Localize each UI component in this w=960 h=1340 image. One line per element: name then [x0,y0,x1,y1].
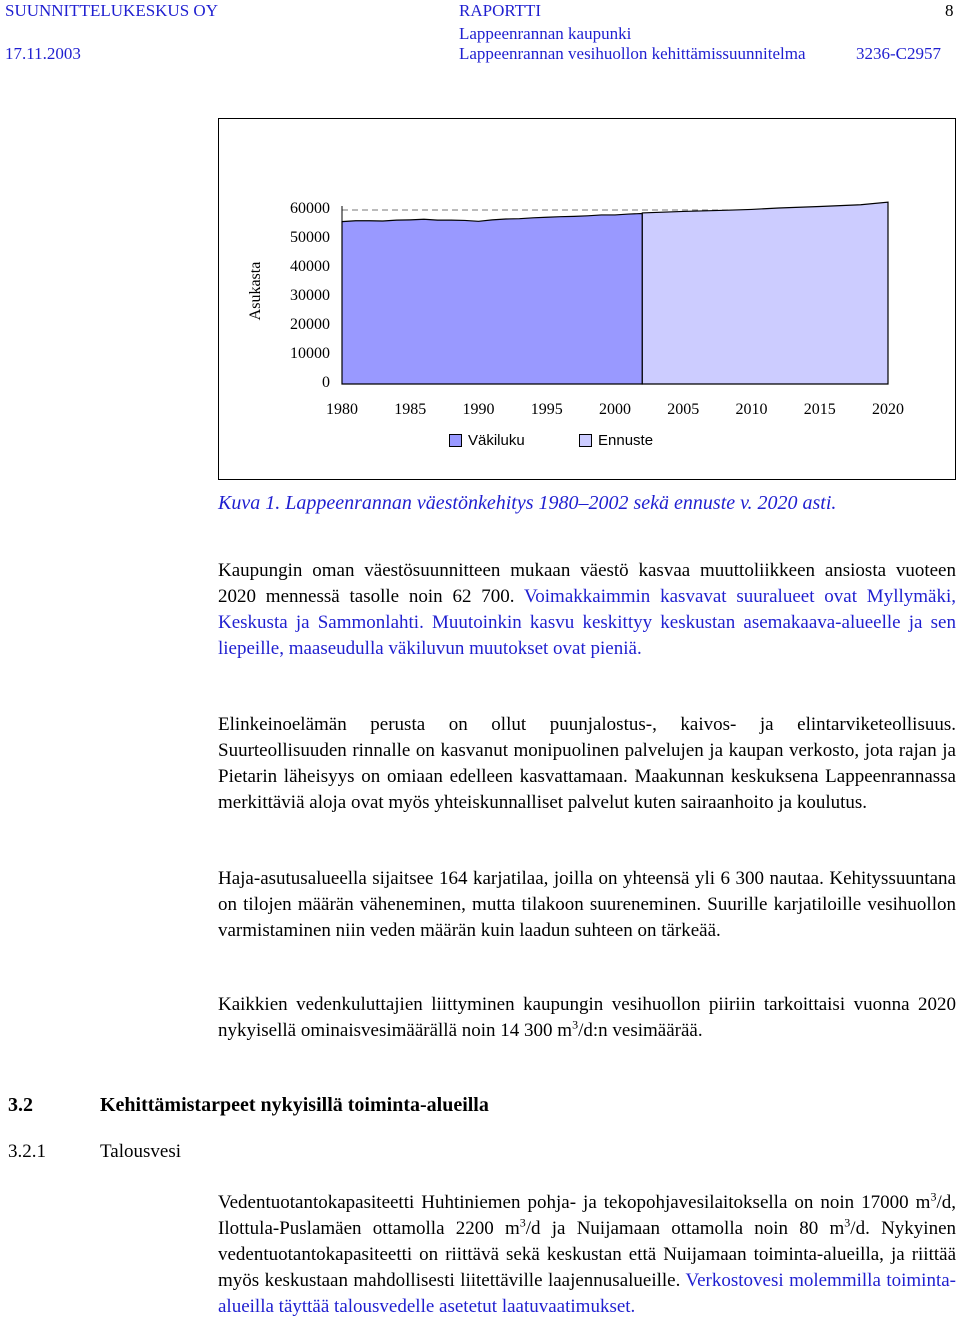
x-tick-label: 2000 [599,401,631,418]
x-tick-label: 1995 [530,401,563,418]
x-tick-label: 2015 [803,401,836,418]
superscript: 3 [930,1189,937,1204]
section-title: Kehittämistarpeet nykyisillä toiminta-alueilla [100,1094,489,1116]
y-tick-label: 50000 [290,229,330,246]
text-segment: Verkostovesi molemmilla toiminta-alueilla täyttää talousvedelle asetetut laatuvaatimukset. [218,1270,956,1317]
y-tick-label: 20000 [290,316,330,333]
figure-caption: Kuva 1. Lappeenrannan väestönkehitys 1980–2002 sekä ennuste v. 2020 asti. [218,492,837,514]
text-segment: /d. [850,1218,870,1239]
text-segment: Kaikkien vedenkuluttajien liittyminen kaupungin vesihuollon piiriin tarkoittaisi vuonna 2020 nykyisellä ominaisvesimäärällä noin 14 300 m [218,994,956,1041]
legend-item-vakiluku [449,432,525,449]
superscript: 3 [572,1017,579,1032]
paragraph-population [218,558,956,662]
area-series-0 [342,213,642,384]
area-series-1 [642,202,888,384]
text-segment: /d, Ilottula-Puslamäen ottamolla 2200 m [218,1192,956,1239]
text-segment: Voimakkaimmin kasvavat suuralueet ovat Myllymäki, Keskusta ja Sammonlahti. [218,586,956,633]
x-tick-label: 2010 [735,401,768,418]
x-tick-label: 1985 [394,401,427,418]
legend-swatch-vakiluku [449,434,462,447]
header-date: 17.11.2003 [5,44,81,63]
header-org: SUUNNITTELUKESKUS OY [5,1,218,20]
page-number: 8 [945,1,954,20]
subsection-number: 3.2.1 [8,1141,46,1162]
paragraph-consumption [218,992,956,1044]
header-project: Lappeenrannan vesihuollon kehittämissuunnitelma [459,44,806,63]
paragraph-farms: Haja-asutusalueella sijaitsee 164 karjatilaa, joilla on yhteensä yli 6 300 nautaa. Kehityssuuntana on tilojen määrän väheneminen, mutta tilakoon suureneminen. Suurille karjatiloille vesihuollon varmistaminen niin veden määrän kuin laadun suhteen on tärkeää. [218,868,956,941]
subsection-title: Talousvesi [100,1141,181,1162]
text-segment: Muutoinkin kasvu keskittyy keskustan asemakaava-alueelle ja sen liepeille, maaseudulla väkiluvun muutokset ovat pieniä. [218,612,956,659]
legend-label-vakiluku: Väkiluku [468,432,525,449]
y-tick-label: 60000 [290,200,330,217]
text-segment: Nykyinen vedentuotantokapasiteetti on riittävä sekä keskustan että Nuijamaan toiminta-alueilla, ja riittää myös keskustaan mahdollisesti liitettäville laajennusalueille. [218,1218,956,1291]
legend-swatch-ennuste [579,434,592,447]
superscript: 3 [519,1215,526,1230]
legend-label-ennuste: Ennuste [598,432,654,449]
paragraph-capacity [218,1190,956,1320]
x-tick-label: 1990 [462,401,495,418]
superscript: 3 [844,1215,851,1230]
x-tick-label: 1980 [326,401,358,418]
x-tick-label: 2005 [667,401,700,418]
text-segment: Kaupungin oman väestösuunnitteen mukaan väestö kasvaa muuttoliikkeen ansiosta vuoteen 2020 mennessä tasolle noin 62 700. [218,560,956,607]
section-heading [8,1094,489,1117]
header-code: 3236-C2957 [856,44,941,63]
paragraph-economy: Elinkeinoelämän perusta on ollut puunjalostus-, kaivos- ja elintarviketeollisuus. Suurteollisuuden rinnalle on kasvanut monipuolinen palvelujen ja kaupan verkosto, jota rajan ja Pietarin läheisyys on omiaan edelleen kasvattamaan. Maakunnan keskuksena Lappeenrannassa merkittäviä aloja ovat myös yhteiskunnalliset palvelut kuten sairaanhoito ja koulutus. [218,714,956,813]
x-tick-label: 2020 [872,401,904,418]
header-client: Lappeenrannan kaupunki [459,24,632,43]
text-segment: /d:n vesimäärää. [578,1020,703,1041]
section-number: 3.2 [8,1094,33,1116]
y-tick-label: 40000 [290,258,330,275]
subsection-heading [8,1141,181,1163]
header-report: RAPORTTI [459,1,542,20]
text-segment: /d ja Nuijamaan ottamolla noin 80 m [525,1218,845,1239]
y-tick-label: 30000 [290,287,330,304]
y-axis-label: Asukasta [247,261,264,321]
population-chart [0,0,960,500]
y-tick-label: 10000 [290,345,330,362]
legend-item-ennuste [579,432,653,449]
y-tick-label: 0 [322,374,330,391]
text-segment: Vedentuotantokapasiteetti Huhtiniemen pohja- ja tekopohjavesilaitoksella on noin 17000 m [218,1192,931,1213]
